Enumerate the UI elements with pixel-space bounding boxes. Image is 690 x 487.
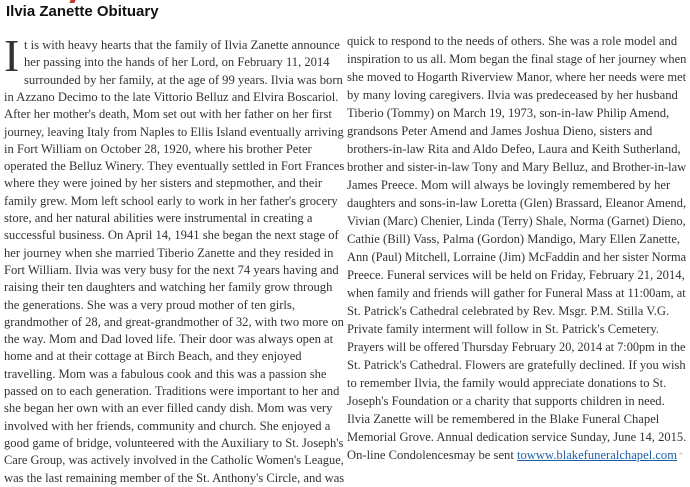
text-line: Fort William. Ilvia was very busy for the next 74 years having and xyxy=(4,262,339,277)
trailing-mark: " xyxy=(679,451,683,461)
text-line: her journey when she married Tiberio Zanette and they resided in xyxy=(4,245,334,260)
text-line: operated the Belluz Winery. They eventually settled in Fort Frances xyxy=(4,159,345,174)
text-line: was the last remaining member of the St. Anthony's Circle, and was xyxy=(4,470,345,485)
text-line: journey, leaving Italy from Naples to Ellis Island eventually arriving xyxy=(4,124,344,139)
text-line: St. Patrick's Cathedral. Flowers are gratefully declined. If you wish xyxy=(347,358,686,372)
condolences-line xyxy=(347,447,683,464)
text-line: her passing into the hands of her Lord, on February 11, 2014 xyxy=(24,55,330,70)
text-line: where they were joined by her sisters and stepmother, and their xyxy=(4,176,323,191)
text-line: St. Patrick's Cathedral celebrated by Rev. Msgr. P.M. Stilla V.G. xyxy=(347,304,670,318)
title-text: Ilvia Zanette Obituary xyxy=(6,3,159,20)
text-line: she moved to Hogarth Riverview Manor, where her needs were met xyxy=(347,70,687,84)
text-line: home and at their cottage at Birch Beach, and they enjoyed xyxy=(4,349,302,364)
text-line: inspiration to us all. Mom began the final stage of her journey when xyxy=(347,52,687,66)
text-line: by many loving caregivers. Ilvia was predeceased by her husband xyxy=(347,88,678,102)
condolences-text: On-line Condolencesmay be sent xyxy=(347,448,517,462)
text-line: surrounded by her family, at the age of 99 years. Ilvia was born xyxy=(24,72,343,87)
text-line: James Preece. Mom will always be lovingly remembered by her xyxy=(347,178,671,192)
text-line: involved with her friends, community and church. She enjoyed a xyxy=(4,418,331,433)
text-line: Preece. Funeral services will be held on Friday, February 21, 2014, xyxy=(347,268,685,282)
text-line: Joseph's Foundation or a charity that supports children in need. xyxy=(347,394,665,408)
text-line: the generations. She was a very proud mother of ten girls, xyxy=(4,297,295,312)
text-line: Private family interment will follow in St. Patrick's Cemetery. xyxy=(347,322,660,336)
drop-cap: I xyxy=(4,30,20,81)
text-line: good game of bridge, volunteered with the Auxiliary to St. Joseph's xyxy=(4,435,344,450)
text-line: travelling. Mom was a fabulous cook and this was a passion she xyxy=(4,366,327,381)
text-line: Cathie (Bill) Vass, Palma (Gordon) Mandigo, Mary Ellen Zanette, xyxy=(347,232,681,246)
text-line: family grew. Mom left school early to work in her father's grocery xyxy=(4,193,338,208)
text-line: quick to respond to the needs of others. She was a role model and xyxy=(347,34,678,48)
text-line: grandsons Peter Amend and James Joshua Dieno, sisters and xyxy=(347,124,653,138)
text-line: daughters and sons-in-law Loretta (Glen) Brassard, Eleanor Amend, xyxy=(347,196,687,210)
text-line: Ilvia Zanette will be remembered in the Blake Funeral Chapel xyxy=(347,412,660,426)
text-line: Care Group, was actively involved in the Catholic Women's League, xyxy=(4,453,344,468)
text-line: in Azzano Decimo to the late Vittorio Belluz and Elvira Boscariol. xyxy=(4,89,339,104)
text-line: when family and friends will gather for Funeral Mass at 11:00am, at xyxy=(347,286,686,300)
text-line: Tiberio (Tommy) on March 19, 1973, son-in-law Philip Amend, xyxy=(347,106,670,120)
page-title xyxy=(6,2,159,22)
text-line: to remember Ilvia, the family would appreciate donations to St. xyxy=(347,376,667,390)
text-line: successful business. On April 14, 1941 she began the next stage of xyxy=(4,228,339,243)
text-line: the way. Mom and Dad loved life. Their door was always open at xyxy=(4,332,334,347)
text-line: After her mother's death, Mom set out with her father on her first xyxy=(4,107,332,122)
text-line: Ann (Paul) Mitchell, Lorraine (Jim) McFaddin and her sister Norma xyxy=(347,250,687,264)
funeral-chapel-link[interactable]: towww.blakefuneralchapel.com xyxy=(516,448,678,462)
text-line: in Fort William on October 28, 1920, where his brother Peter xyxy=(4,141,312,156)
text-line: Memorial Grove. Annual dedication service Sunday, June 14, 2015. xyxy=(347,430,687,444)
text-line: grandmother of 28, and great-grandmother of 32, with two more on xyxy=(4,314,344,329)
text-line: store, and her natural abilities were instrumental in creating a xyxy=(4,211,313,225)
text-line: passed on to each generation. Traditions were important to her and xyxy=(4,384,340,398)
text-line: t is with heavy hearts that the family of Ilvia Zanette announce xyxy=(24,38,340,52)
text-line: brothers-in-law Rita and Aldo Defeo, Laura and Keith Sutherland, xyxy=(347,142,681,156)
text-line: Prayers will be offered Thursday February 20, 2014 at 7:00pm in the xyxy=(347,340,686,354)
text-line: she began her own with an ever filled candy dish. Mom was very xyxy=(4,401,333,416)
text-line: brother and sister-in-law Tony and Mary Belluz, and Brother-in-law xyxy=(347,160,687,174)
text-line: raising their ten daughters and watching her family grow through xyxy=(4,280,333,295)
text-line: Vivian (Marc) Chenier, Linda (Terry) Shale, Norma (Garnet) Dieno, xyxy=(347,214,686,228)
